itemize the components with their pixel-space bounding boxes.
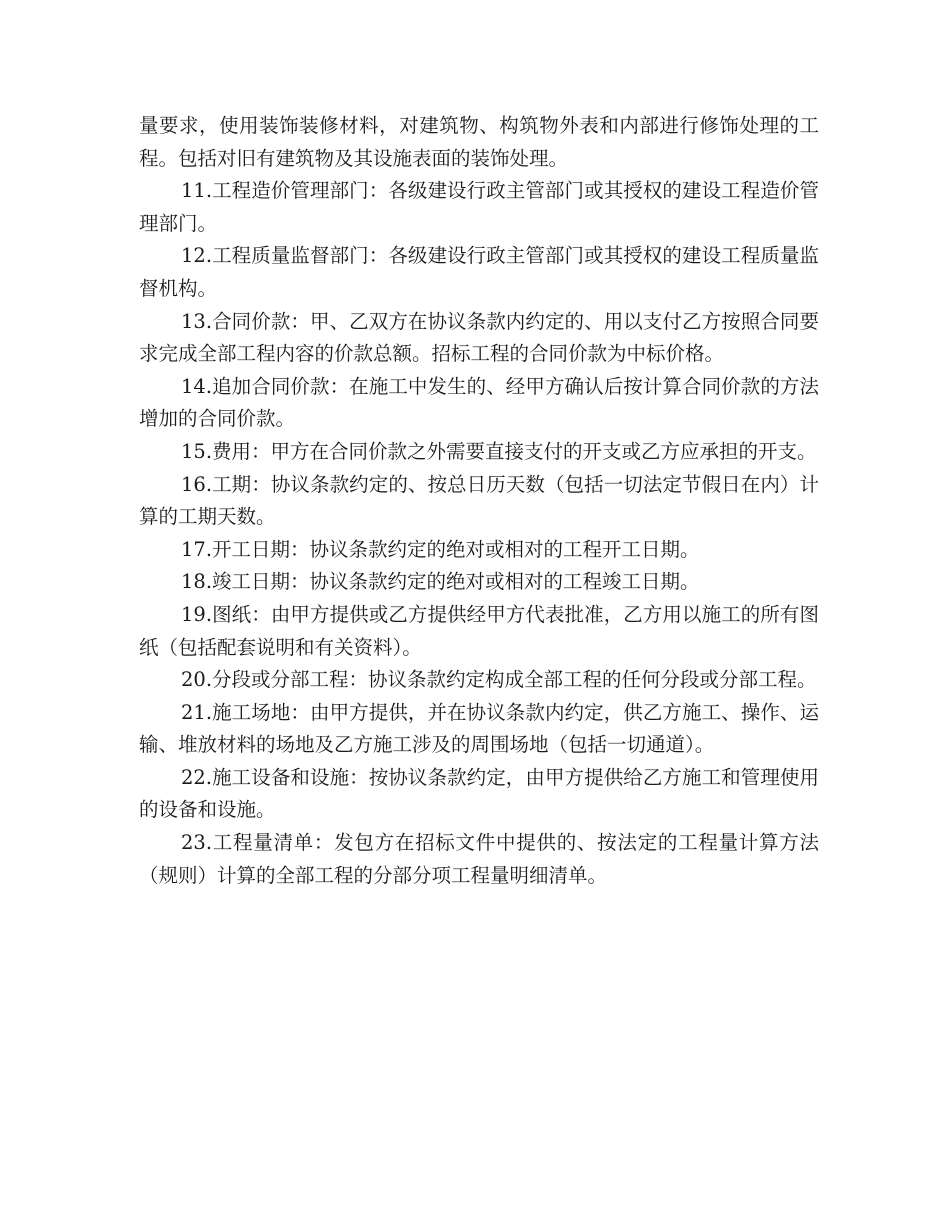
- paragraph-item-18: 18.竣工日期：协议条款约定的绝对或相对的工程竣工日期。: [181, 570, 700, 594]
- paragraph-item-15: 15.费用：甲方在合同价款之外需要直接支付的开支或乙方应承担的开支。: [181, 439, 817, 463]
- paragraph-item-20: 20.分段或分部工程：协议条款约定构成全部工程的任何分段或分部工程。: [181, 668, 817, 692]
- document-body: [139, 110, 819, 892]
- paragraph-item-22: 22.施工设备和设施：按协议条款约定，由甲方提供给乙方施工和管理使用的设备和设施。: [139, 765, 819, 822]
- paragraph-item-19: 19.图纸：由甲方提供或乙方提供经甲方代表批准，乙方用以施工的所有图纸（包括配套说明和有关资料）。: [139, 602, 819, 659]
- paragraph-item-17: 17.开工日期：协议条款约定的绝对或相对的工程开工日期。: [181, 537, 700, 561]
- paragraph-item-13: 13.合同价款：甲、乙双方在协议条款内约定的、用以支付乙方按照合同要求完成全部工程内容的价款总额。招标工程的合同价款为中标价格。: [139, 309, 819, 366]
- paragraph-item-16: 16.工期：协议条款约定的、按总日历天数（包括一切法定节假日在内）计算的工期天数。: [139, 472, 819, 529]
- paragraph-item-11: 11.工程造价管理部门：各级建设行政主管部门或其授权的建设工程造价管理部门。: [139, 179, 819, 235]
- paragraph-continuation: 量要求，使用装饰装修材料，对建筑物、构筑物外表和内部进行修饰处理的工程。包括对旧有建筑物及其设施表面的装饰处理。: [139, 114, 819, 170]
- paragraph-item-14: 14.追加合同价款：在施工中发生的、经甲方确认后按计算合同价款的方法增加的合同价款。: [139, 374, 819, 431]
- paragraph-item-23: 23.工程量清单：发包方在招标文件中提供的、按法定的工程量计算方法（规则）计算的全部工程的分部分项工程量明细清单。: [139, 831, 819, 887]
- paragraph-item-12: 12.工程质量监督部门：各级建设行政主管部门或其授权的建设工程质量监督机构。: [139, 244, 819, 300]
- paragraph-item-21: 21.施工场地：由甲方提供，并在协议条款内约定，供乙方施工、操作、运输、堆放材料的场地及乙方施工涉及的周围场地（包括一切通道）。: [139, 700, 819, 757]
